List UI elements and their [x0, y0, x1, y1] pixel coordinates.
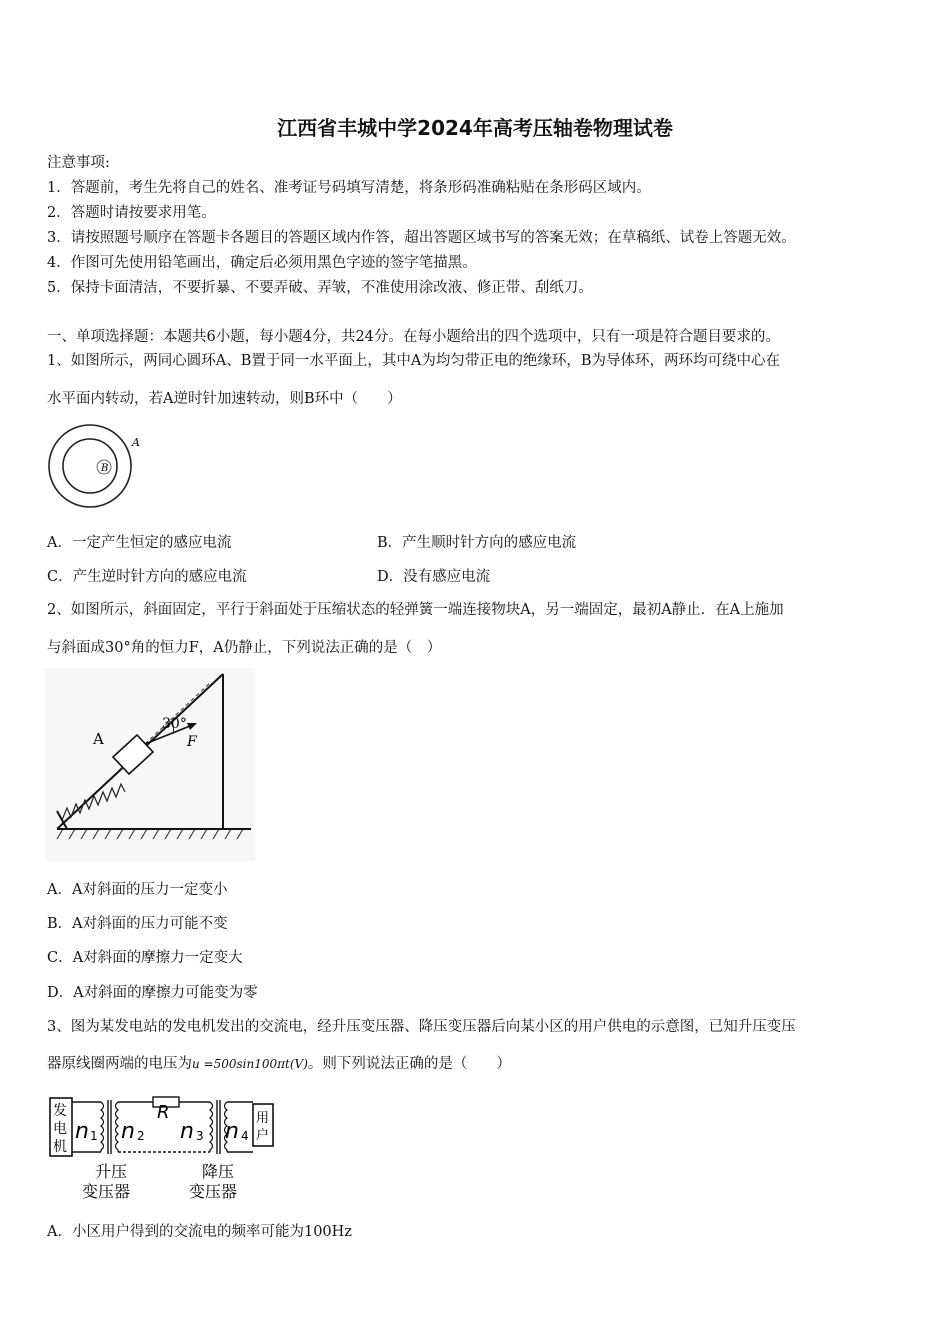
label-n1: n	[75, 1119, 89, 1144]
q3-stem-line1: 3、图为某发电站的发电机发出的交流电，经升压变压器、降压变压器后向某小区的用户供电的示意图，已知升压变压	[47, 1019, 796, 1035]
label-r: R	[157, 1102, 170, 1123]
q2-incline-figure	[45, 668, 255, 861]
page-title: 江西省丰城中学2024年高考压轴卷物理试卷	[277, 116, 673, 140]
user-char: 户	[256, 1128, 270, 1143]
q3-transformer-figure	[45, 1088, 285, 1204]
ring-b	[63, 439, 117, 493]
generator-char: 电	[53, 1121, 67, 1137]
force-label: F	[187, 734, 197, 750]
generator-char: 机	[53, 1139, 67, 1155]
ring-a	[49, 425, 131, 507]
q2-stem-line2: 与斜面成30°角的恒力F，A仍静止，下列说法正确的是（ ）	[47, 640, 442, 656]
q3-option-a: A．小区用户得到的交流电的频率可能为100Hz	[47, 1224, 352, 1240]
q2-option-b: B．A对斜面的压力可能不变	[47, 916, 228, 932]
user-char: 用	[256, 1111, 270, 1126]
q1-concentric-rings-figure	[45, 420, 155, 515]
step-down-line1: 降压	[202, 1162, 235, 1181]
q1-stem-line2: 水平面内转动，若A逆时针加速转动，则B环中（ ）	[47, 391, 402, 407]
label-n1-sub: 1	[90, 1129, 98, 1143]
q2-option-c: C．A对斜面的摩擦力一定变大	[47, 950, 243, 966]
q2-stem-line1: 2、如图所示，斜面固定，平行于斜面处于压缩状态的轻弹簧一端连接物块A，另一端固定，最初A静止．在A上施加	[47, 602, 784, 618]
step-down-line2: 变压器	[189, 1182, 238, 1201]
step-up-line2: 变压器	[82, 1182, 131, 1201]
q3-stem-line2-post: 。则下列说法正确的是（ ）	[307, 1056, 511, 1072]
step-up-line1: 升压	[95, 1162, 128, 1181]
q1-option-d: D．没有感应电流	[377, 569, 491, 585]
coil-n2	[116, 1102, 119, 1152]
generator-char: 发	[53, 1103, 67, 1119]
note-item: 2．答题时请按要求用笔。	[47, 205, 216, 221]
q1-option-c: C．产生逆时针方向的感应电流	[47, 569, 247, 585]
block-label: A	[93, 730, 104, 748]
coil-n3	[210, 1102, 213, 1152]
note-item: 4．作图可先使用铅笔画出，确定后必须用黑色字迹的签字笔描黑。	[47, 255, 477, 271]
note-item: 5．保持卡面清洁，不要折暴、不要弄破、弄皱，不准使用涂改液、修正带、刮纸刀。	[47, 280, 593, 296]
label-n3-sub: 3	[196, 1129, 204, 1143]
label-n4: n	[225, 1119, 239, 1144]
label-n2-sub: 2	[137, 1129, 145, 1143]
note-item: 3．请按照题号顺序在答题卡各题目的答题区域内作答，超出答题区域书写的答案无效；在草稿纸、试卷上答题无效。	[47, 230, 796, 246]
label-n2: n	[121, 1119, 135, 1144]
label-b: B	[101, 463, 109, 474]
angle-label: 30°	[162, 716, 187, 732]
coil-n1	[101, 1102, 104, 1152]
q3-stem-line2-pre: 器原线圈两端的电压为	[47, 1056, 192, 1072]
q1-option-a: A．一定产生恒定的感应电流	[47, 535, 232, 551]
notes-heading: 注意事项:	[47, 155, 110, 171]
label-a: A	[132, 436, 140, 449]
q2-option-a: A．A对斜面的压力一定变小	[47, 882, 228, 898]
section-heading: 一、单项选择题：本题共6小题，每小题4分，共24分。在每小题给出的四个选项中，只有一项是符合题目要求的。	[47, 329, 780, 345]
q3-stem-line2	[47, 1054, 511, 1074]
q1-stem-line1: 1、如图所示，两同心圆环A、B置于同一水平面上，其中A为均匀带正电的绝缘环，B为导体环，两环均可绕中心在	[47, 353, 780, 369]
note-item: 1．答题前，考生先将自己的姓名、准考证号码填写清楚，将条形码准确粘贴在条形码区域内。	[47, 180, 651, 196]
q2-option-d: D．A对斜面的摩擦力可能变为零	[47, 985, 258, 1001]
label-n4-sub: 4	[241, 1129, 249, 1143]
label-n3: n	[180, 1119, 194, 1144]
q3-formula: u =500sin100πt(V)	[192, 1057, 308, 1071]
q1-option-b: B．产生顺时针方向的感应电流	[377, 535, 577, 551]
